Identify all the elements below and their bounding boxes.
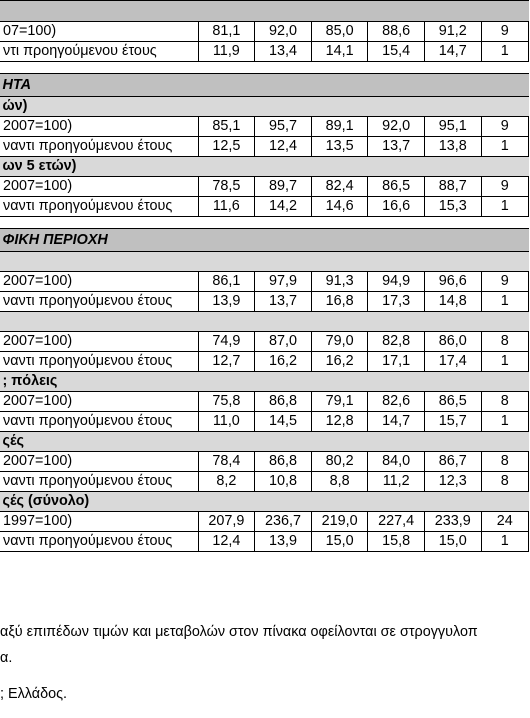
value-cell: 8,2 bbox=[198, 472, 255, 492]
value-cell: 1 bbox=[481, 352, 528, 372]
value-cell: 82,4 bbox=[311, 177, 368, 197]
row-label: ναντι προηγούμενου έτους bbox=[0, 197, 198, 217]
row-label: ναντι προηγούμενου έτους bbox=[0, 292, 198, 312]
value-cell: 12,4 bbox=[255, 137, 312, 157]
value-cell: 15,8 bbox=[368, 532, 425, 552]
value-cell: 8 bbox=[481, 392, 528, 412]
row-label: ναντι προηγούμενου έτους bbox=[0, 472, 198, 492]
footnote-bank-of-greece: ; Ελλάδος. bbox=[0, 686, 68, 702]
value-cell: 88,7 bbox=[424, 177, 481, 197]
value-cell: 85,0 bbox=[311, 22, 368, 42]
value-cell: 13,9 bbox=[255, 532, 312, 552]
value-cell: 95,7 bbox=[255, 117, 312, 137]
value-cell: 16,2 bbox=[311, 352, 368, 372]
value-cell: 91,2 bbox=[424, 22, 481, 42]
value-cell: 227,4 bbox=[368, 512, 425, 532]
value-cell: 14,7 bbox=[368, 412, 425, 432]
row-label: 1997=100) bbox=[0, 512, 198, 532]
subsection-title: ων 5 ετών) bbox=[0, 157, 529, 177]
section-title bbox=[0, 1, 529, 22]
subsection-header-row bbox=[0, 312, 529, 332]
value-cell: 88,6 bbox=[368, 22, 425, 42]
spacer-cell bbox=[0, 217, 529, 229]
value-cell: 15,3 bbox=[424, 197, 481, 217]
value-cell: 92,0 bbox=[255, 22, 312, 42]
value-cell: 86,0 bbox=[424, 332, 481, 352]
value-cell: 14,8 bbox=[424, 292, 481, 312]
value-cell: 8,8 bbox=[311, 472, 368, 492]
value-cell: 10,8 bbox=[255, 472, 312, 492]
section-header-row bbox=[0, 1, 529, 22]
value-cell: 17,3 bbox=[368, 292, 425, 312]
value-cell: 97,9 bbox=[255, 272, 312, 292]
value-cell: 1 bbox=[481, 42, 528, 62]
value-cell: 207,9 bbox=[198, 512, 255, 532]
table-row bbox=[0, 392, 529, 412]
value-cell: 82,8 bbox=[368, 332, 425, 352]
value-cell: 86,1 bbox=[198, 272, 255, 292]
value-cell: 82,6 bbox=[368, 392, 425, 412]
value-cell: 11,2 bbox=[368, 472, 425, 492]
value-cell: 12,4 bbox=[198, 532, 255, 552]
row-label: 2007=100) bbox=[0, 272, 198, 292]
spacer-row bbox=[0, 217, 529, 229]
value-cell: 16,8 bbox=[311, 292, 368, 312]
value-cell: 14,5 bbox=[255, 412, 312, 432]
value-cell: 9 bbox=[481, 22, 528, 42]
value-cell: 14,7 bbox=[424, 42, 481, 62]
spacer-row bbox=[0, 62, 529, 74]
value-cell: 86,7 bbox=[424, 452, 481, 472]
row-label: ναντι προηγούμενου έτους bbox=[0, 532, 198, 552]
section-header-row bbox=[0, 229, 529, 252]
table-row bbox=[0, 42, 529, 62]
value-cell: 233,9 bbox=[424, 512, 481, 532]
value-cell: 15,0 bbox=[311, 532, 368, 552]
value-cell: 75,8 bbox=[198, 392, 255, 412]
value-cell: 80,2 bbox=[311, 452, 368, 472]
row-label: ναντι προηγούμενου έτους bbox=[0, 412, 198, 432]
table-row bbox=[0, 117, 529, 137]
value-cell: 79,1 bbox=[311, 392, 368, 412]
table-row bbox=[0, 352, 529, 372]
value-cell: 12,7 bbox=[198, 352, 255, 372]
table-row bbox=[0, 177, 529, 197]
spacer-cell bbox=[0, 62, 529, 74]
table-row bbox=[0, 292, 529, 312]
table-row bbox=[0, 452, 529, 472]
subsection-title: ςές bbox=[0, 432, 529, 452]
value-cell: 91,3 bbox=[311, 272, 368, 292]
value-cell: 95,1 bbox=[424, 117, 481, 137]
value-cell: 12,8 bbox=[311, 412, 368, 432]
row-label: 2007=100) bbox=[0, 177, 198, 197]
footnote-source-partial: α. bbox=[0, 650, 13, 666]
subsection-header-row bbox=[0, 252, 529, 272]
value-cell: 1 bbox=[481, 137, 528, 157]
row-label: 2007=100) bbox=[0, 117, 198, 137]
table-row bbox=[0, 412, 529, 432]
value-cell: 15,7 bbox=[424, 412, 481, 432]
table-row bbox=[0, 472, 529, 492]
table-row bbox=[0, 22, 529, 42]
table-row bbox=[0, 272, 529, 292]
value-cell: 1 bbox=[481, 292, 528, 312]
subsection-header-row bbox=[0, 432, 529, 452]
subsection-header-row bbox=[0, 492, 529, 512]
value-cell: 1 bbox=[481, 412, 528, 432]
footnote-rounding: αξύ επιπέδων τιμών και μεταβολών στον πίνακα οφείλονται σε στρογγυλοπ bbox=[0, 624, 478, 640]
row-label: ντι προηγούμενου έτους bbox=[0, 42, 198, 62]
subsection-title: ; πόλεις bbox=[0, 372, 529, 392]
value-cell: 11,0 bbox=[198, 412, 255, 432]
value-cell: 13,7 bbox=[255, 292, 312, 312]
row-label: 2007=100) bbox=[0, 392, 198, 412]
value-cell: 12,3 bbox=[424, 472, 481, 492]
value-cell: 13,7 bbox=[368, 137, 425, 157]
value-cell: 9 bbox=[481, 272, 528, 292]
value-cell: 16,2 bbox=[255, 352, 312, 372]
subsection-header-row bbox=[0, 97, 529, 117]
value-cell: 8 bbox=[481, 452, 528, 472]
value-cell: 84,0 bbox=[368, 452, 425, 472]
value-cell: 96,6 bbox=[424, 272, 481, 292]
value-cell: 9 bbox=[481, 117, 528, 137]
row-label: ναντι προηγούμενου έτους bbox=[0, 137, 198, 157]
value-cell: 86,5 bbox=[424, 392, 481, 412]
section-header-row bbox=[0, 74, 529, 97]
value-cell: 8 bbox=[481, 472, 528, 492]
value-cell: 13,8 bbox=[424, 137, 481, 157]
value-cell: 15,0 bbox=[424, 532, 481, 552]
value-cell: 81,1 bbox=[198, 22, 255, 42]
value-cell: 1 bbox=[481, 532, 528, 552]
value-cell: 219,0 bbox=[311, 512, 368, 532]
value-cell: 24 bbox=[481, 512, 528, 532]
table-row bbox=[0, 532, 529, 552]
value-cell: 85,1 bbox=[198, 117, 255, 137]
subsection-header-row bbox=[0, 372, 529, 392]
value-cell: 13,4 bbox=[255, 42, 312, 62]
table-row bbox=[0, 197, 529, 217]
value-cell: 13,9 bbox=[198, 292, 255, 312]
subsection-title: ςές (σύνολο) bbox=[0, 492, 529, 512]
value-cell: 11,9 bbox=[198, 42, 255, 62]
value-cell: 14,6 bbox=[311, 197, 368, 217]
subsection-header-row bbox=[0, 157, 529, 177]
row-label: 07=100) bbox=[0, 22, 198, 42]
value-cell: 78,4 bbox=[198, 452, 255, 472]
row-label: ναντι προηγούμενου έτους bbox=[0, 352, 198, 372]
value-cell: 74,9 bbox=[198, 332, 255, 352]
subsection-title bbox=[0, 312, 529, 332]
value-cell: 8 bbox=[481, 332, 528, 352]
value-cell: 94,9 bbox=[368, 272, 425, 292]
value-cell: 87,0 bbox=[255, 332, 312, 352]
value-cell: 1 bbox=[481, 197, 528, 217]
subsection-title: ών) bbox=[0, 97, 529, 117]
section-title: ΦΙΚΗ ΠΕΡΙΟΧΗ bbox=[0, 229, 529, 252]
value-cell: 14,1 bbox=[311, 42, 368, 62]
value-cell: 78,5 bbox=[198, 177, 255, 197]
table-row bbox=[0, 137, 529, 157]
row-label: 2007=100) bbox=[0, 452, 198, 472]
value-cell: 89,1 bbox=[311, 117, 368, 137]
value-cell: 13,5 bbox=[311, 137, 368, 157]
value-cell: 9 bbox=[481, 177, 528, 197]
value-cell: 14,2 bbox=[255, 197, 312, 217]
value-cell: 86,5 bbox=[368, 177, 425, 197]
section-title: ΗΤΑ bbox=[0, 74, 529, 97]
value-cell: 236,7 bbox=[255, 512, 312, 532]
value-cell: 17,4 bbox=[424, 352, 481, 372]
row-label: 2007=100) bbox=[0, 332, 198, 352]
value-cell: 11,6 bbox=[198, 197, 255, 217]
value-cell: 86,8 bbox=[255, 452, 312, 472]
value-cell: 17,1 bbox=[368, 352, 425, 372]
value-cell: 86,8 bbox=[255, 392, 312, 412]
value-cell: 92,0 bbox=[368, 117, 425, 137]
table-row bbox=[0, 332, 529, 352]
value-cell: 12,5 bbox=[198, 137, 255, 157]
value-cell: 79,0 bbox=[311, 332, 368, 352]
value-cell: 89,7 bbox=[255, 177, 312, 197]
table-row bbox=[0, 512, 529, 532]
value-cell: 16,6 bbox=[368, 197, 425, 217]
value-cell: 15,4 bbox=[368, 42, 425, 62]
subsection-title bbox=[0, 252, 529, 272]
